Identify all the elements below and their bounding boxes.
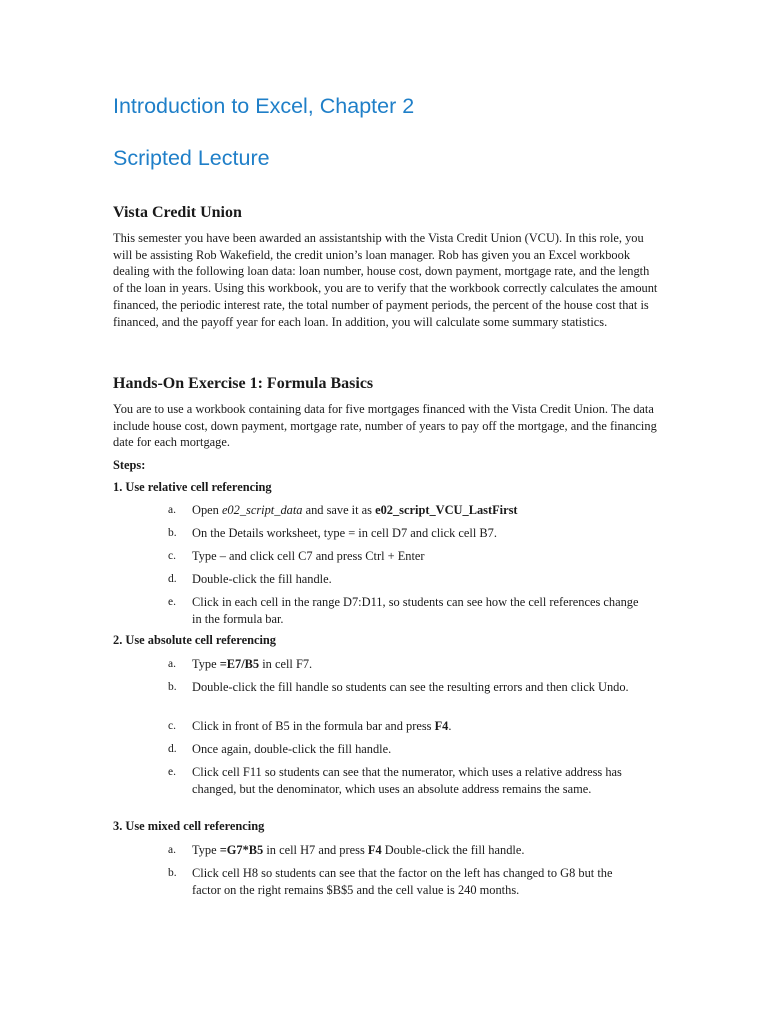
- list-letter: d.: [168, 743, 177, 755]
- list-letter: c.: [168, 720, 176, 732]
- list-letter: c.: [168, 550, 176, 562]
- list-item-text: Double-click the fill handle.: [192, 572, 332, 586]
- step-heading: 3. Use mixed cell referencing: [113, 819, 265, 833]
- list-letter: e.: [168, 766, 176, 778]
- list-item-text: Open e02_script_data and save it as e02_script_VCU_LastFirst: [192, 503, 518, 517]
- list-letter: a.: [168, 658, 176, 670]
- steps-label: Steps:: [113, 458, 146, 472]
- list-item-text: Type =E7/B5 in cell F7.: [192, 657, 313, 671]
- exercise-paragraph: You are to use a workbook containing data for five mortgages financed with the Vista Credit Union. The data include house cost, down payment, mortgage rate, number of years to pay off the mortgage, and the financing date for each mortgage.: [113, 402, 657, 450]
- list-item-text: Click cell F11 so students can see that the numerator, which uses a relative address has changed, but the denominator, which uses an absolute address remains the same.: [192, 765, 622, 796]
- list-letter: a.: [168, 504, 176, 516]
- step-heading: 1. Use relative cell referencing: [113, 480, 272, 494]
- section-heading-vista: Vista Credit Union: [113, 204, 242, 221]
- list-letter: b.: [168, 867, 177, 879]
- list-item-text: Click in front of B5 in the formula bar and press F4.: [192, 719, 452, 733]
- list-letter: d.: [168, 573, 177, 585]
- document-subtitle: Scripted Lecture: [113, 146, 270, 170]
- document-title: Introduction to Excel, Chapter 2: [113, 94, 415, 118]
- list-item-text: Click in each cell in the range D7:D11, so students can see how the cell references change in the formula bar.: [192, 595, 639, 626]
- section-intro-paragraph: This semester you have been awarded an assistantship with the Vista Credit Union (VCU). In this role, you will be assisting Rob Wakefield, the credit union’s loan manager. Rob has given you an Excel workbook dealing with the following loan data: loan number, house cost, down payment, mortgage rate, and the length of the loan in years. Using this workbook, you are to verify that the workbook correctly calculates the amount financed, the periodic interest rate, the total number of payment periods, the percent of the house cost that is financed, and the payoff year for each loan. In addition, you will calculate some summary statistics.: [113, 231, 658, 329]
- step-heading: 2. Use absolute cell referencing: [113, 633, 276, 647]
- list-letter: b.: [168, 527, 177, 539]
- list-item-text: Type – and click cell C7 and press Ctrl + Enter: [192, 549, 425, 563]
- list-item-text: Double-click the fill handle so students can see the resulting errors and then click Undo.: [192, 680, 629, 694]
- list-letter: e.: [168, 596, 176, 608]
- list-letter: b.: [168, 681, 177, 693]
- list-item-text: Once again, double-click the fill handle.: [192, 742, 392, 756]
- list-item-text: Type =G7*B5 in cell H7 and press F4 Double-click the fill handle.: [192, 843, 525, 857]
- section-heading-exercise: Hands-On Exercise 1: Formula Basics: [113, 375, 374, 392]
- list-item-text: On the Details worksheet, type = in cell D7 and click cell B7.: [192, 526, 497, 540]
- list-letter: a.: [168, 844, 176, 856]
- list-item-text: Click cell H8 so students can see that the factor on the left has changed to G8 but the factor on the right remains $B$5 and the cell value is 240 months.: [192, 866, 613, 897]
